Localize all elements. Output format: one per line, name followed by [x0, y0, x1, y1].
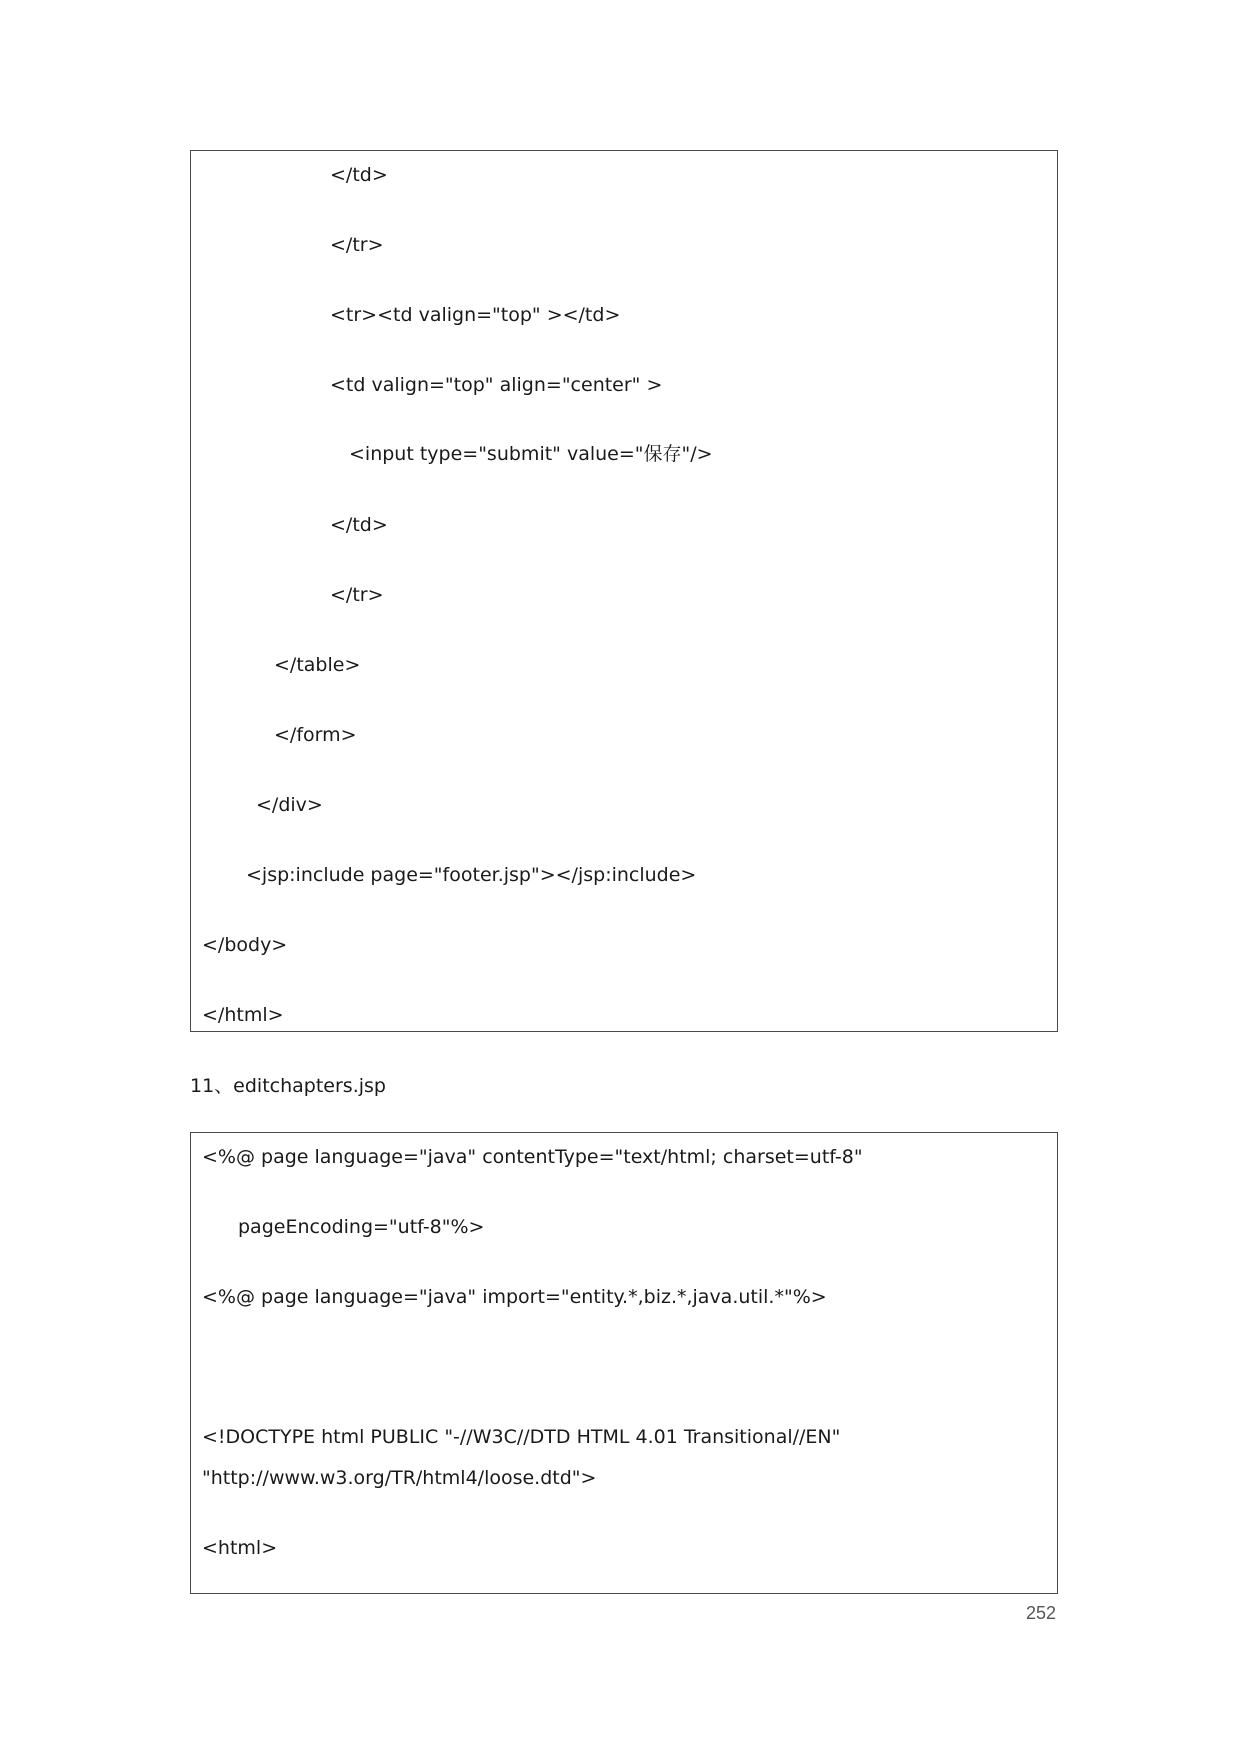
code-line: </tr>: [330, 234, 384, 256]
code-line: </td>: [330, 164, 388, 186]
code-line: </table>: [274, 654, 361, 676]
code-line: <%@ page language="java" contentType="text/html; charset=utf-8": [202, 1146, 863, 1168]
code-line: </form>: [274, 724, 357, 746]
code-line: </body>: [202, 934, 288, 956]
code-line: </td>: [330, 514, 388, 536]
code-line: <td valign="top" align="center" >: [330, 374, 663, 396]
code-line: "http://www.w3.org/TR/html4/loose.dtd">: [202, 1467, 597, 1489]
code-line: <input type="submit" value="保存"/>: [349, 443, 713, 465]
code-line: </div>: [256, 794, 323, 816]
page-number: 252: [1025, 1603, 1056, 1623]
code-line: pageEncoding="utf-8"%>: [238, 1216, 485, 1238]
code-block-2: [190, 1132, 1058, 1594]
code-line: <!DOCTYPE html PUBLIC "-//W3C//DTD HTML 4.01 Transitional//EN": [202, 1426, 841, 1448]
section-title: 11、editchapters.jsp: [190, 1075, 386, 1097]
code-line: <jsp:include page="footer.jsp"></jsp:include>: [246, 864, 697, 886]
code-line: </tr>: [330, 584, 384, 606]
code-line: <html>: [202, 1537, 278, 1559]
code-line: <%@ page language="java" import="entity.*,biz.*,java.util.*"%>: [202, 1286, 827, 1308]
code-line: </html>: [202, 1004, 284, 1026]
code-line: <tr><td valign="top" ></td>: [330, 304, 621, 326]
code-block-1: [190, 150, 1058, 1032]
